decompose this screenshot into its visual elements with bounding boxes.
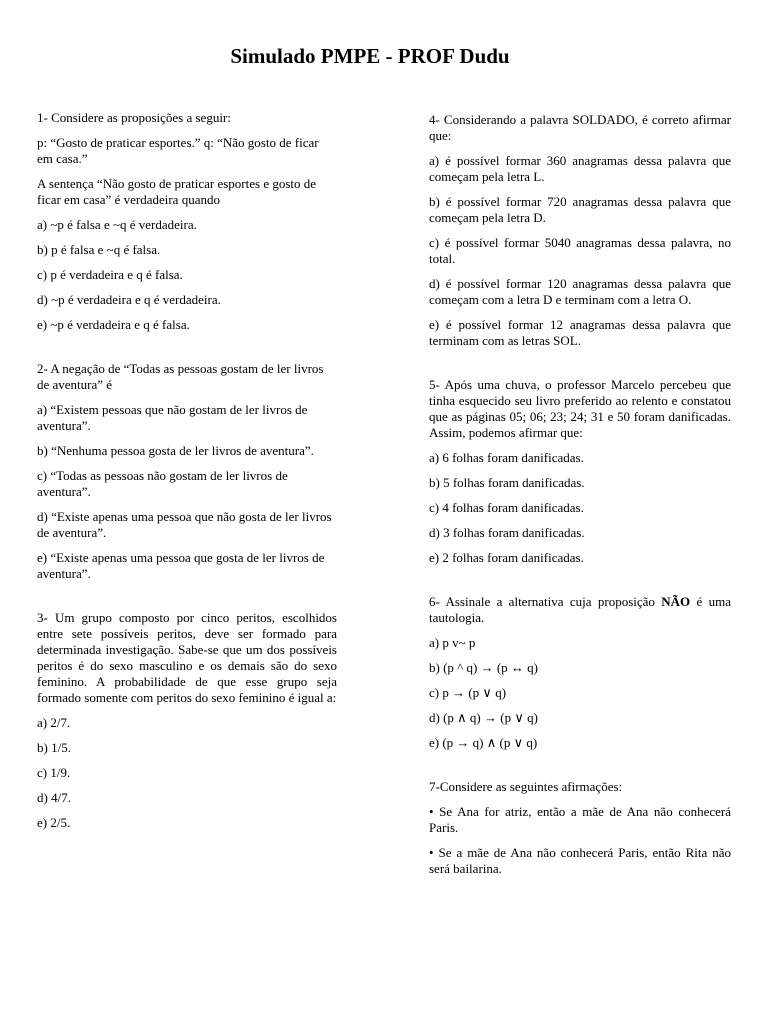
question-6-stem-end: é uma tautologia.	[429, 594, 731, 625]
question-6-stem-emphasis: NÃO	[661, 594, 691, 609]
question-5-option-c: c) 4 folhas foram danificadas.	[429, 500, 584, 515]
question-3-stem: 3- Um grupo composto por cinco peritos, escolhidos entre sete possíveis peritos, deve ser formado para determinada investigação. Sabe-se que um dos possíveis peritos é do sexo masculino e os demais são do sexo feminino. A probabilidade de que esse grupo seja formado somente com peritos do sexo feminino é igual a:	[37, 610, 337, 705]
page-title: Simulado PMPE - PROF Dudu	[230, 44, 510, 68]
question-4-option-d: d) é possível formar 120 anagramas dessa palavra que começam com a letra D e terminam com a letra O.	[429, 276, 731, 307]
question-3-option-b: b) 1/5.	[37, 740, 71, 755]
question-1-propositions: p: “Gosto de praticar esportes.” q: “Não gosto de ficar em casa.”	[37, 135, 319, 166]
question-6-stem	[429, 594, 731, 626]
question-6-stem-start: 6- Assinale a alternativa cuja proposição	[429, 594, 662, 609]
question-1-option-b: b) p é falsa e ~q é falsa.	[37, 242, 161, 257]
question-6-option-d: d) (p ∧ q) → (p ∨ q)	[429, 710, 538, 725]
question-1-intro: 1- Considere as proposições a seguir:	[37, 110, 231, 125]
question-2-option-c: c) “Todas as pessoas não gostam de ler livros de aventura”.	[37, 468, 288, 499]
question-6-option-b: b) (p ^ q) → (p ↔ q)	[429, 660, 538, 675]
question-1-option-a: a) ~p é falsa e ~q é verdadeira.	[37, 217, 197, 232]
question-4-option-c: c) é possível formar 5040 anagramas dessa palavra, no total.	[429, 235, 731, 266]
question-5-option-a: a) 6 folhas foram danificadas.	[429, 450, 584, 465]
question-7	[429, 779, 731, 877]
question-4-option-b: b) é possível formar 720 anagramas dessa palavra que começam pela letra D.	[429, 194, 731, 225]
question-1	[37, 110, 337, 333]
question-2-option-b: b) “Nenhuma pessoa gosta de ler livros de aventura”.	[37, 443, 314, 458]
question-5-stem: 5- Após uma chuva, o professor Marcelo percebeu que tinha esquecido seu livro preferido ao relento e constatou que as páginas 05; 06; 23; 24; 31 e 50 foram danificadas. Assim, podemos afirmar que:	[429, 377, 731, 440]
question-5-option-d: d) 3 folhas foram danificadas.	[429, 525, 585, 540]
question-4	[429, 112, 731, 349]
question-7-statement-2: • Se a mãe de Ana não conhecerá Paris, então Rita não será bailarina.	[429, 845, 731, 876]
question-3-option-a: a) 2/7.	[37, 715, 71, 730]
question-5-option-b: b) 5 folhas foram danificadas.	[429, 475, 585, 490]
question-1-option-e: e) ~p é verdadeira e q é falsa.	[37, 317, 190, 332]
question-1-option-d: d) ~p é verdadeira e q é verdadeira.	[37, 292, 221, 307]
left-column	[37, 110, 337, 859]
question-2	[37, 361, 337, 582]
question-6-option-e: e) (p → q) ∧ (p ∨ q)	[429, 735, 538, 750]
question-4-option-e: e) é possível formar 12 anagramas dessa palavra que terminam com as letras SOL.	[429, 317, 731, 348]
question-3-option-d: d) 4/7.	[37, 790, 71, 805]
right-column	[429, 112, 731, 905]
question-3-option-e: e) 2/5.	[37, 815, 71, 830]
question-1-option-c: c) p é verdadeira e q é falsa.	[37, 267, 183, 282]
question-5	[429, 377, 731, 566]
question-5-option-e: e) 2 folhas foram danificadas.	[429, 550, 584, 565]
question-6	[429, 594, 731, 751]
question-3	[37, 610, 337, 831]
question-2-option-e: e) “Existe apenas uma pessoa que gosta de ler livros de aventura”.	[37, 550, 325, 581]
question-3-option-c: c) 1/9.	[37, 765, 71, 780]
question-6-option-a: a) p v~ p	[429, 635, 476, 650]
question-7-stem: 7-Considere as seguintes afirmações:	[429, 779, 623, 794]
question-6-option-c: c) p → (p ∨ q)	[429, 685, 507, 700]
question-2-stem: 2- A negação de “Todas as pessoas gostam de ler livros de aventura” é	[37, 361, 324, 392]
question-1-stem: A sentença “Não gosto de praticar esportes e gosto de ficar em casa” é verdadeira quando	[37, 176, 317, 207]
question-7-statement-1: • Se Ana for atriz, então a mãe de Ana não conhecerá Paris.	[429, 804, 731, 835]
question-4-option-a: a) é possível formar 360 anagramas dessa palavra que começam pela letra L.	[429, 153, 731, 184]
question-2-option-a: a) “Existem pessoas que não gostam de ler livros de aventura”.	[37, 402, 308, 433]
question-4-stem: 4- Considerando a palavra SOLDADO, é correto afirmar que:	[429, 112, 731, 143]
question-2-option-d: d) “Existe apenas uma pessoa que não gosta de ler livros de aventura”.	[37, 509, 332, 540]
